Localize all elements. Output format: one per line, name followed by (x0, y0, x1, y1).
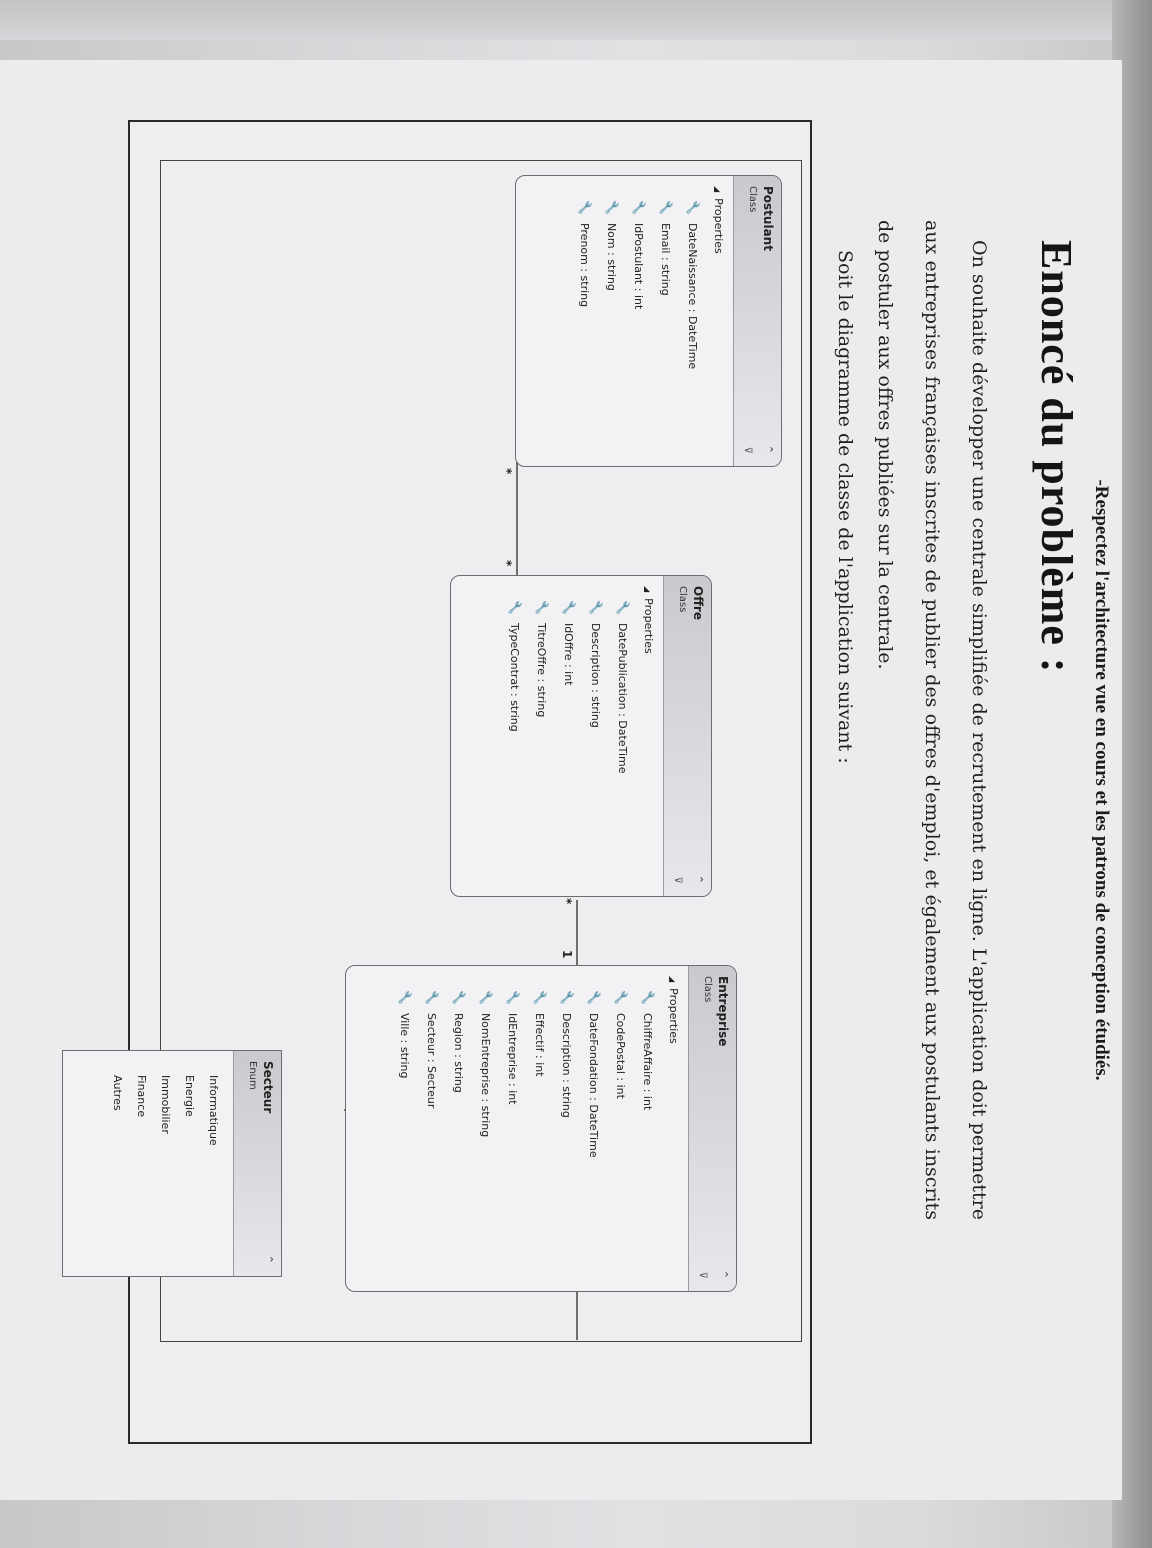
header-instruction: -Respectez l'architecture vue en cours et les patrons de conception étudiés. (1091, 479, 1112, 1081)
wrench-icon: 🔧 (659, 200, 673, 215)
multiplicity-label: * (500, 560, 514, 567)
property-label: Effectif : int (533, 1012, 546, 1077)
properties-section[interactable] (642, 586, 655, 886)
section-label: Properties (667, 988, 680, 1044)
funnel-icon[interactable]: ⊽ (742, 446, 753, 454)
property-label: IdOffre : int (562, 622, 575, 686)
enum-value: Immobilier (159, 1075, 172, 1134)
properties-section[interactable] (712, 186, 725, 456)
chevron-up-icon[interactable]: ⌃ (762, 444, 775, 454)
chevron-up-icon[interactable]: ⌃ (717, 1269, 730, 1279)
wrench-icon: 🔧 (452, 990, 466, 1005)
property-item (555, 586, 582, 886)
enum-value: Energie (183, 1075, 196, 1117)
enum-body (97, 1051, 233, 1276)
property-label: IdEntreprise : int (506, 1012, 519, 1105)
property-item (418, 976, 445, 1281)
property-label: Nom : string (605, 222, 618, 291)
enum-kind: Enum (247, 1061, 258, 1090)
property-item (609, 586, 636, 886)
class-name: Postulant (761, 186, 775, 251)
wrench-icon: 🔧 (535, 600, 549, 615)
property-label: Secteur : Secteur (425, 1012, 438, 1109)
chevron-up-icon[interactable]: ⌃ (262, 1254, 275, 1264)
property-label: TitreOffre : string (535, 622, 548, 718)
class-header (688, 966, 736, 1291)
wrench-icon: 🔧 (686, 200, 700, 215)
multiplicity-label: 1 (560, 950, 574, 959)
property-label: Prenom : string (578, 222, 591, 308)
wrench-icon: 🔧 (587, 990, 601, 1005)
chevron-up-icon[interactable]: ⌃ (692, 874, 705, 884)
triangle-icon: ◢ (668, 976, 677, 983)
wrench-icon: 🔧 (425, 990, 439, 1005)
enum-value: Finance (135, 1075, 148, 1118)
property-item (501, 586, 528, 886)
page-title: Enoncé du problème : (1032, 240, 1081, 674)
enum-secteur[interactable] (62, 1050, 282, 1277)
class-name: Offre (691, 586, 705, 620)
property-item (652, 186, 679, 456)
wrench-icon: 🔧 (605, 200, 619, 215)
property-label: Email : string (659, 222, 672, 296)
enum-name: Secteur (261, 1061, 275, 1114)
section-label: Properties (642, 598, 655, 654)
funnel-icon[interactable]: ⊽ (672, 876, 683, 884)
triangle-icon: ◢ (643, 586, 652, 593)
class-body (563, 176, 733, 466)
property-item (526, 976, 553, 1281)
property-label: DatePublication : DateTime (616, 622, 629, 774)
wrench-icon: 🔧 (508, 600, 522, 615)
wrench-icon: 🔧 (506, 990, 520, 1005)
property-item (625, 186, 652, 456)
problem-statement-text: On souhaite développer une centrale simplifiée de recrutement en ligne. L'application doit permettre aux entreprises françaises inscrites de publier des offres d'emploi, et également aux postulants inscrits de postuler aux offres publiées sur la centrale. (874, 220, 990, 1220)
property-item (391, 976, 418, 1281)
class-name: Entreprise (716, 976, 730, 1047)
wrench-icon: 🔧 (479, 990, 493, 1005)
class-kind: Class (702, 976, 713, 1003)
property-label: Ville : string (398, 1012, 411, 1079)
class-header (733, 176, 781, 466)
property-label: Description : string (560, 1012, 573, 1118)
wrench-icon: 🔧 (614, 990, 628, 1005)
class-body (493, 576, 663, 896)
wrench-icon: 🔧 (589, 600, 603, 615)
property-item (499, 976, 526, 1281)
property-item (634, 976, 661, 1281)
section-label: Properties (712, 198, 725, 254)
property-item (580, 976, 607, 1281)
wrench-icon: 🔧 (616, 600, 630, 615)
wrench-icon: 🔧 (398, 990, 412, 1005)
property-item (598, 186, 625, 456)
wrench-icon: 🔧 (578, 200, 592, 215)
wrench-icon: 🔧 (560, 990, 574, 1005)
class-body (383, 966, 688, 1291)
class-kind: Class (677, 586, 688, 613)
property-item (528, 586, 555, 886)
property-item (679, 186, 706, 456)
wrench-icon: 🔧 (632, 200, 646, 215)
class-offre[interactable] (450, 575, 712, 897)
property-item (571, 186, 598, 456)
class-entreprise[interactable] (345, 965, 737, 1292)
property-label: Description : string (589, 622, 602, 728)
funnel-icon[interactable]: ⊽ (697, 1271, 708, 1279)
enum-value: Informatique (207, 1075, 220, 1146)
property-item (553, 976, 580, 1281)
multiplicity-label: * (500, 468, 514, 475)
property-label: ChiffreAffaire : int (641, 1012, 654, 1111)
property-label: IdPostulant : int (632, 222, 645, 310)
class-kind: Class (747, 186, 758, 213)
diagram-intro: Soit le diagramme de classe de l'application suivant : (834, 250, 856, 764)
property-item (472, 976, 499, 1281)
enum-header (233, 1051, 281, 1276)
property-item (607, 976, 634, 1281)
wrench-icon: 🔧 (533, 990, 547, 1005)
class-postulant[interactable] (515, 175, 782, 467)
class-header (663, 576, 711, 896)
property-label: CodePostal : int (614, 1012, 627, 1099)
properties-section[interactable] (667, 976, 680, 1281)
triangle-icon: ◢ (713, 186, 722, 193)
property-label: NomEntreprise : string (479, 1012, 492, 1138)
property-label: DateNaissance : DateTime (686, 222, 699, 370)
wrench-icon: 🔧 (562, 600, 576, 615)
multiplicity-label: * (560, 898, 574, 905)
wrench-icon: 🔧 (641, 990, 655, 1005)
property-label: TypeContrat : string (508, 622, 521, 732)
property-label: Region : string (452, 1012, 465, 1093)
property-item (445, 976, 472, 1281)
enum-value: Autres (111, 1075, 124, 1111)
property-label: DateFondation : DateTime (587, 1012, 600, 1158)
property-item (582, 586, 609, 886)
